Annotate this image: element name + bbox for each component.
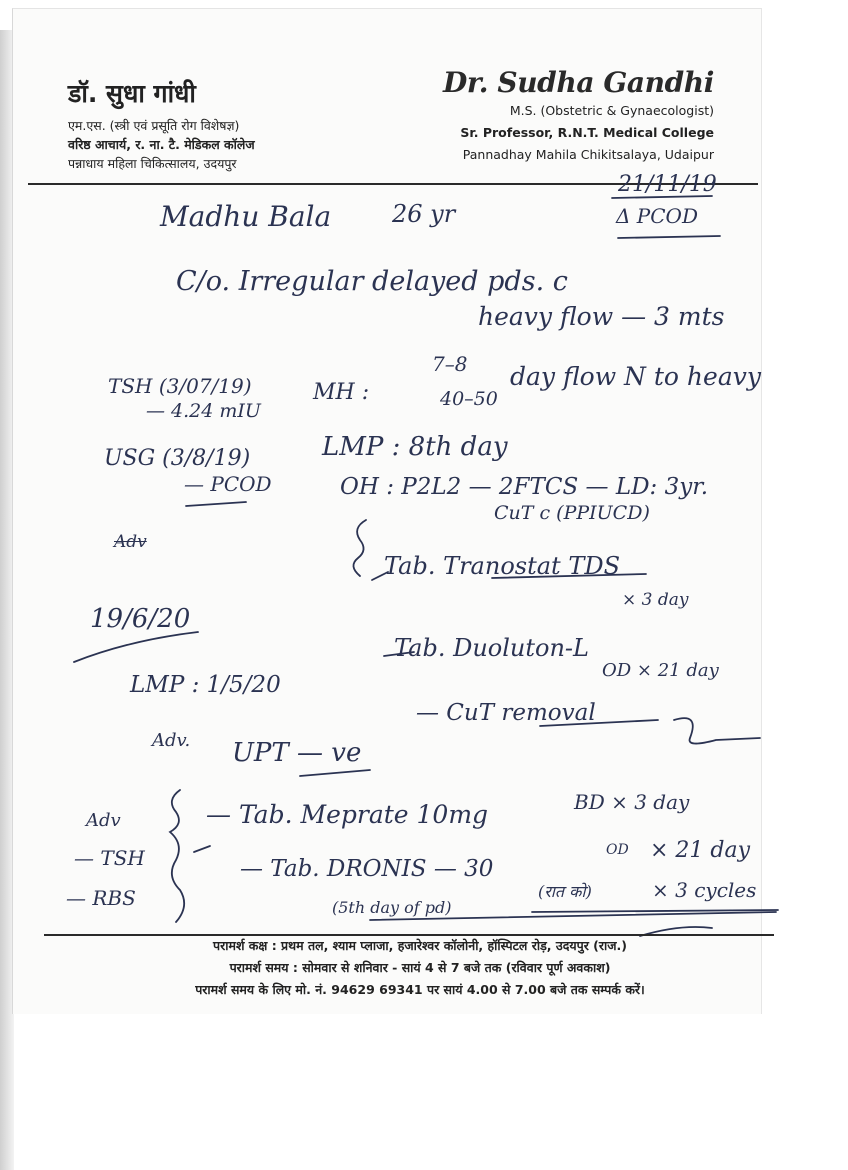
note-rx-dronis-duration: × 21 day [650,838,751,863]
footer-rule [44,934,774,936]
note-rx-tranostat: Tab. Tranostat TDS [384,552,621,580]
arrow-1 [372,572,388,580]
signature-1 [674,718,760,743]
note-complaint: C/o. Irregular delayed pds. c [176,266,568,297]
note-mh-flow: day flow N to heavy [510,362,761,391]
note-rx-meprate: — Tab. Meprate 10mg [206,800,489,829]
doctor-name-hindi: डॉ. सुधा गांधी [68,79,196,108]
note-mh-days: 7–8 [432,352,468,376]
usg-underline [186,502,246,506]
doctor-name-english: Dr. Sudha Gandhi [443,66,714,99]
note-mh-label: MH : [313,380,370,405]
qualification-hindi: एम.एस. (स्त्री एवं प्रसूति रोग विशेषज्ञ) [68,118,240,133]
footer-timing: परामर्श समय : सोमवार से शनिवार - सायं 4 से 7 बजे तक (रविवार पूर्ण अवकाश) [229,960,611,975]
diagnosis-underline [618,236,720,238]
note-upt: UPT — ve [232,738,362,768]
hospital-english: Pannadhay Mahila Chikitsalaya, Udaipur [462,147,714,162]
position-hindi: वरिष्ठ आचार्य, र. ना. टै. मेडिकल कॉलेज [68,137,255,152]
note-advice-tsh: — TSH [74,846,145,870]
note-date-2: 19/6/20 [90,604,191,634]
note-rx-dronis: — Tab. DRONIS — 30 [240,856,494,882]
note-patient-age: 26 yr [392,200,456,228]
note-advice-struck: Adv [114,532,147,552]
cycles-underline [532,910,778,912]
qualification-english: M.S. (Obstetric & Gynaecologist) [509,103,714,118]
note-rx-meprate-duration: BD × 3 day [574,790,690,814]
note-tsh-value: — 4.24 mIU [146,400,261,422]
note-rx-duoluton: Tab. Duoluton-L [394,634,589,662]
note-rx-dronis-start: (5th day of pd) [332,898,452,917]
brace-1 [353,520,366,576]
note-rx-dronis-od: OD [606,842,629,858]
footer-phone: परामर्श समय के लिए मो. नं. 94629 69341 पर सायं 4.00 से 7.00 बजे तक सम्पर्क करें। [195,982,645,997]
note-diagnosis: Δ PCOD [616,204,698,228]
note-usg-result: — PCOD [184,472,272,496]
rx-dronis-underline [370,912,776,920]
position-english: Sr. Professor, R.N.T. Medical College [460,125,714,140]
note-mh-cycle: 40–50 [440,388,498,410]
hospital-hindi: पन्नाधाय महिला चिकित्सालय, उदयपुर [68,156,237,171]
note-advice-3: Adv [86,810,121,831]
footer-address: परामर्श कक्ष : प्रथम तल, श्याम प्लाजा, हजारेश्वर कॉलोनी, हॉस्पिटल रोड़, उदयपुर (राज.) [213,938,627,953]
note-date: 21/11/19 [618,172,717,197]
cut-underline [540,720,658,726]
brace-2 [170,790,184,922]
note-complaint-flow: heavy flow — 3 mts [478,302,725,331]
note-obstetric-history: OH : P2L2 — 2FTCS — LD: 3yr. [340,474,709,500]
note-rx-dronis-night: (रात को) [538,882,592,901]
note-obstetric-history-2: CuT c (PPIUCD) [494,502,650,524]
tranostat-underline [492,574,646,578]
note-lmp-1: LMP : 8th day [322,432,508,462]
note-lmp-2: LMP : 1/5/20 [130,672,281,698]
note-rx-tranostat-duration: × 3 day [622,590,689,610]
upt-underline [300,770,370,776]
note-patient-name: Madhu Bala [160,200,332,233]
note-rx-duoluton-duration: OD × 21 day [602,660,719,681]
note-rx-dronis-cycles: × 3 cycles [652,878,757,902]
note-usg: USG (3/8/19) [104,446,251,471]
arrow-3 [194,846,210,852]
note-advice-rbs: — RBS [66,886,136,910]
arrow-2 [384,652,414,656]
date-2-underline [74,632,198,662]
date-underline [612,196,712,198]
note-tsh: TSH (3/07/19) [108,374,252,398]
note-cut-removal: — CuT removal [416,700,596,726]
note-advice-2: Adv. [152,730,191,751]
